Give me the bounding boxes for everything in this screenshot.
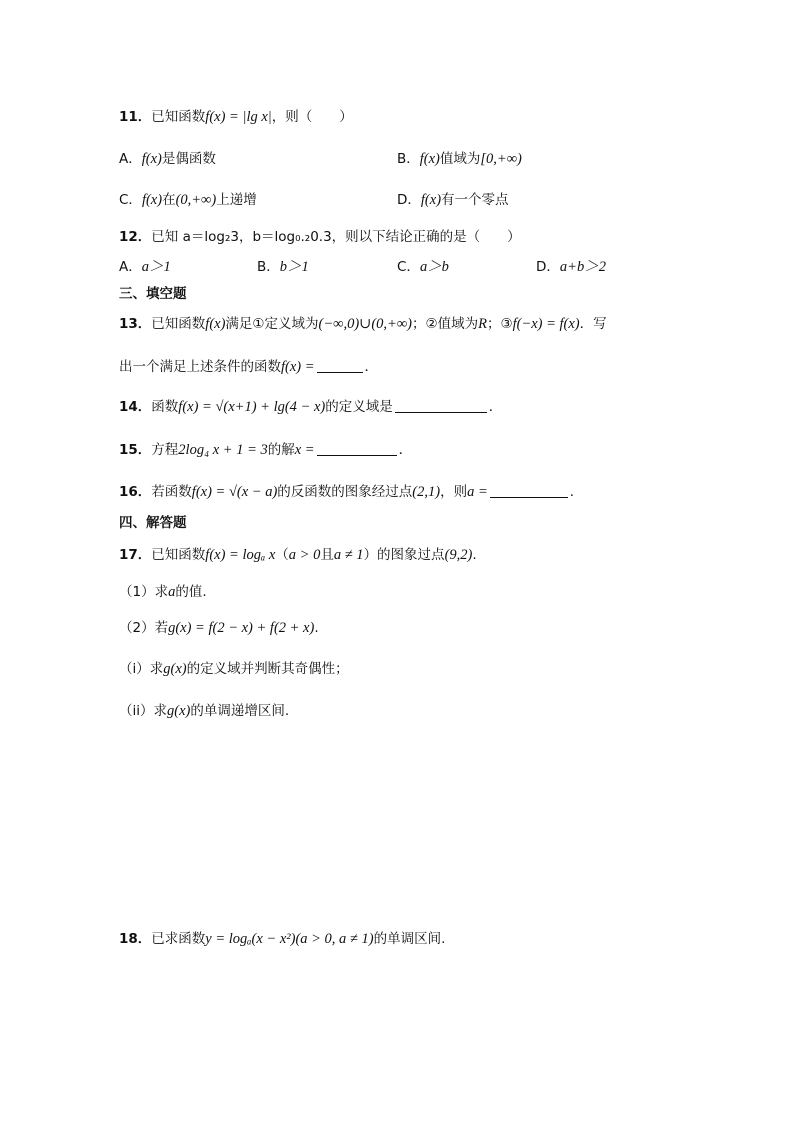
option-math-2: (0,+∞) [175,192,217,208]
question-18 [119,929,445,949]
option-c[interactable] [397,257,449,277]
question-number: 15． [119,442,152,458]
question-text: 的定义域并判断其奇偶性； [186,661,349,677]
option-key: B． [397,151,420,167]
option-text: 有一个零点 [441,192,509,208]
question-math: y = logₐ(x − x²)(a > 0, a ≠ 1) [205,931,374,947]
question-text: . [314,620,319,636]
option-c[interactable] [119,190,257,210]
option-key: C． [119,192,142,208]
question-number: 11． [119,109,152,125]
question-text: 且 [320,547,334,563]
option-text: 在 [162,192,176,208]
question-number: 16． [119,484,152,500]
question-text: 已求函数 [151,931,206,947]
question-math: a = [467,484,488,500]
question-math: 2log₄ x + 1 = 3 [178,442,268,458]
option-math: f(x) [419,151,440,167]
question-math: g(x) [167,703,191,719]
question-stem: 已知 a＝log₂3，b＝log₀.₂0.3，则以下结论正确的是（ ） [151,229,521,245]
question-suffix: ，则（ ） [271,109,353,125]
question-math: a [168,584,176,600]
question-13-line-1 [119,314,607,334]
question-math: g(x) = f(2 − x) + f(2 + x) [168,620,315,636]
question-math: (−∞,0)∪(0,+∞) [318,316,412,332]
section-heading-solutions: 四、解答题 [119,515,187,531]
question-math: (9,2) [444,547,473,563]
question-stem: 已知函数 [151,109,206,125]
section-heading-fill-in: 三、填空题 [119,286,187,302]
option-d[interactable] [397,190,509,210]
option-key: A． [119,151,142,167]
question-12 [119,227,521,247]
question-13-line-2 [119,357,378,377]
option-a[interactable] [119,257,171,277]
option-b[interactable] [397,149,522,169]
question-text: 已知函数 [151,547,206,563]
question-17 [119,545,477,565]
question-text: . [472,547,477,563]
question-text: ． [364,359,379,375]
question-text: . [569,484,575,500]
question-math: f(x) = logₐ x [205,547,276,563]
question-text: ．写 [579,316,607,332]
question-text: 的单调递增区间. [190,703,290,719]
option-text: a＞1 [141,259,171,275]
answer-blank[interactable] [490,483,568,498]
option-math: f(x) [141,192,163,208]
question-text: 的定义域是 [325,399,393,415]
option-text-2: 上递增 [216,192,257,208]
question-text: 函数 [151,399,179,415]
question-text: （ [275,547,289,563]
question-math: x = [294,442,315,458]
question-math: a > 0 [288,547,321,563]
question-text: ． [398,442,413,458]
option-b[interactable] [257,257,309,277]
question-math: f(−x) = f(x) [512,316,580,332]
option-math: f(x) [420,192,442,208]
question-number: 13． [119,316,152,332]
question-text: 的解 [267,442,295,458]
question-text: 已知函数 [151,316,206,332]
question-text: 的单调区间. [373,931,446,947]
option-a[interactable] [119,149,216,169]
question-text: 的值. [175,584,207,600]
option-math-2: [0,+∞) [480,151,522,167]
question-math: f(x) = √(x − a) [191,484,278,500]
question-text: 满足①定义域为 [225,316,319,332]
answer-blank[interactable] [317,358,363,373]
question-17-part-2-i [119,659,349,679]
option-key: A． [119,259,142,275]
question-text: （i）求 [119,661,164,677]
option-text: a＞b [419,259,449,275]
question-number: 14． [119,399,152,415]
question-text: 若函数 [151,484,192,500]
function-formula: f(x) = |lg x| [205,109,272,125]
question-number: 12． [119,229,152,245]
option-d[interactable] [536,257,606,277]
question-text: ；③ [486,316,513,332]
option-key: B． [257,259,280,275]
question-text: 出一个满足上述条件的函数 [119,359,281,375]
option-key: C． [397,259,420,275]
answer-blank[interactable] [317,441,397,456]
question-text: ；②值域为 [412,316,479,332]
question-17-part-2-ii [119,701,289,721]
option-key: D． [397,192,421,208]
question-number: 18． [119,931,152,947]
question-math: f(x) [205,316,226,332]
question-11 [119,107,353,127]
option-text: 是偶函数 [161,151,216,167]
question-math: g(x) [163,661,187,677]
option-key: D． [536,259,560,275]
question-15 [119,440,412,460]
question-text: 方程 [151,442,179,458]
question-text: 的反函数的图象经过点 [277,484,413,500]
question-number: 17． [119,547,152,563]
question-text: ，则 [440,484,468,500]
question-math: a ≠ 1 [333,547,364,563]
question-math: f(x) = [281,359,315,375]
question-17-part-1 [119,582,207,602]
question-text: （ii）求 [119,703,168,719]
question-16 [119,482,574,502]
question-text: （2）若 [119,620,169,636]
answer-blank[interactable] [395,398,487,413]
option-text: 值域为 [439,151,481,167]
option-math: f(x) [141,151,162,167]
question-math: f(x) = √(x+1) + lg(4 − x) [178,399,326,415]
option-text: a+b＞2 [559,259,606,275]
question-14 [119,397,502,417]
question-17-part-2 [119,618,319,638]
option-text: b＞1 [279,259,309,275]
question-text: （1）求 [119,584,169,600]
question-math: R [478,316,487,332]
question-math: (2,1) [412,484,441,500]
question-text: ． [488,399,503,415]
question-text: ）的图象过点 [363,547,445,563]
